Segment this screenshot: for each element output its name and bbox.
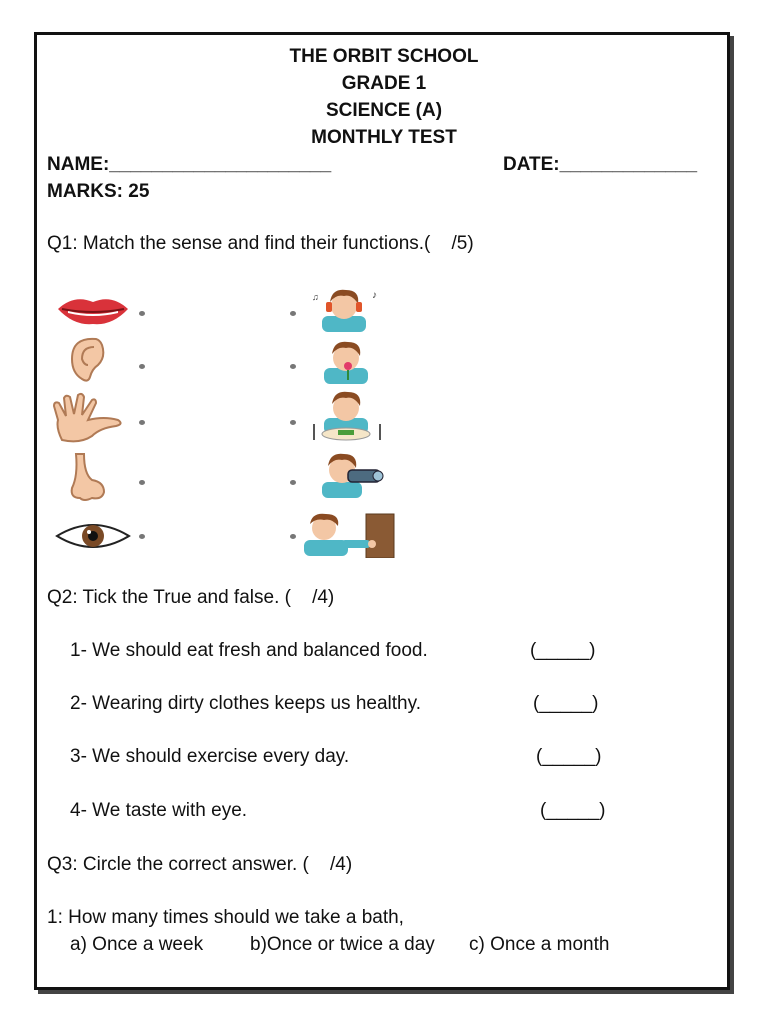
q3-question-text: 1: How many times should we take a bath,: [47, 907, 404, 928]
date-field: DATE:_____________: [503, 154, 698, 175]
school-name: THE ORBIT SCHOOL: [289, 46, 479, 67]
ear-icon: [66, 335, 108, 385]
q2-answer-blank[interactable]: (_____): [540, 800, 606, 821]
svg-text:♪: ♪: [372, 290, 377, 301]
q3-option-a[interactable]: a) Once a week: [70, 934, 204, 955]
q2-answer-blank[interactable]: (_____): [536, 746, 602, 767]
q2-item-text: 3- We should exercise every day.: [70, 746, 350, 767]
boy-listening-icon: [306, 284, 392, 332]
boy-smelling-flower-icon: [318, 336, 374, 384]
q2-answer-blank[interactable]: (_____): [530, 640, 596, 661]
lips-icon: [54, 290, 132, 328]
match-dot[interactable]: [290, 534, 296, 539]
q2-item-text: 2- Wearing dirty clothes keeps us healthy.: [70, 693, 421, 714]
subject-label: SCIENCE (A): [325, 100, 443, 121]
q3-option-c[interactable]: c) Once a month: [469, 934, 610, 955]
match-dot[interactable]: [139, 534, 145, 539]
q2-item-text: 1- We should eat fresh and balanced food.: [70, 640, 428, 661]
match-dot[interactable]: [139, 364, 145, 369]
q2-title: Q2: Tick the True and false. ( /4): [47, 587, 335, 608]
match-dot[interactable]: [290, 420, 296, 425]
match-dot[interactable]: [290, 364, 296, 369]
hand-icon: [48, 392, 128, 444]
boy-eating-icon: [306, 390, 388, 442]
eye-icon: [54, 520, 132, 552]
name-field: NAME:_____________________: [47, 154, 332, 175]
match-dot[interactable]: [139, 311, 145, 316]
match-dot[interactable]: [290, 480, 296, 485]
boy-binoculars-icon: [318, 450, 386, 498]
match-dot[interactable]: [139, 480, 145, 485]
grade-label: GRADE 1: [341, 73, 427, 94]
svg-text:♫: ♫: [312, 292, 319, 302]
q2-item-text: 4- We taste with eye.: [70, 800, 248, 821]
q3-title: Q3: Circle the correct answer. ( /4): [47, 854, 353, 875]
test-title: MONTHLY TEST: [311, 127, 457, 148]
match-dot[interactable]: [290, 311, 296, 316]
nose-icon: [66, 452, 114, 504]
marks-label: MARKS: 25: [47, 181, 150, 202]
q3-option-b[interactable]: b)Once or twice a day: [250, 934, 435, 955]
q2-answer-blank[interactable]: (_____): [533, 693, 599, 714]
q1-title: Q1: Match the sense and find their functions.( /5): [47, 233, 474, 254]
match-dot[interactable]: [139, 420, 145, 425]
boy-touching-box-icon: [302, 510, 396, 558]
